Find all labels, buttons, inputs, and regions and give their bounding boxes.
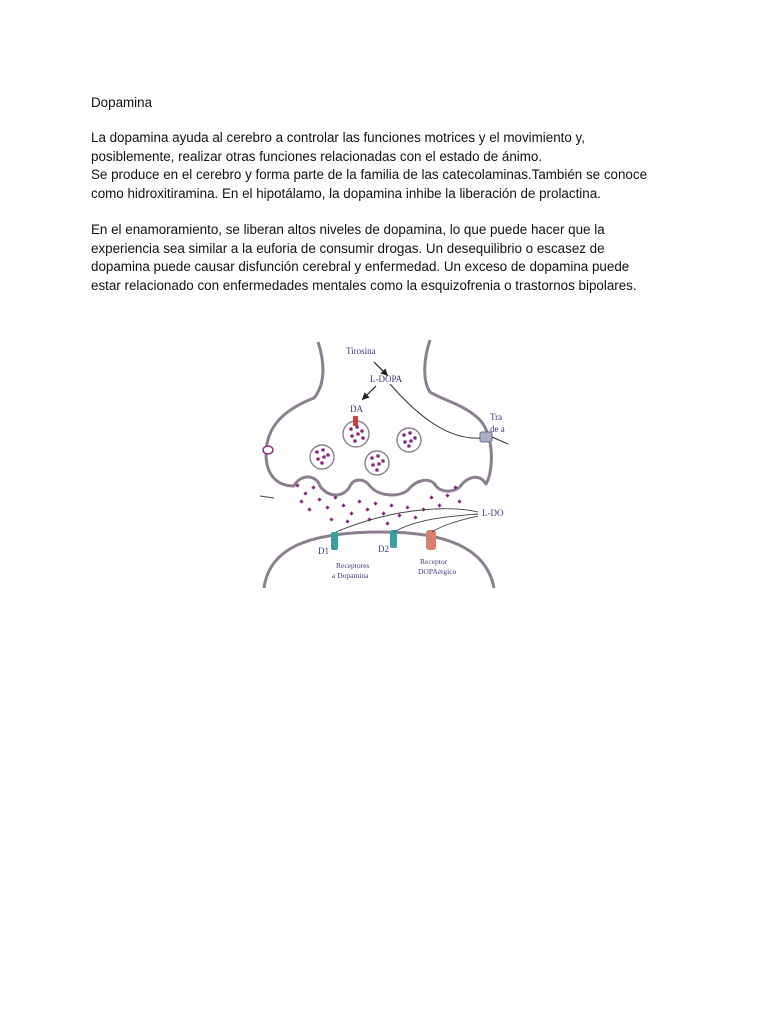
paragraph-1 — [91, 129, 647, 203]
released-dopamine — [295, 483, 461, 525]
paragraph-line: estar relacionado con enfermedades mentales como la esquizofrenia o trastornos bipolares. — [91, 277, 637, 293]
synapse-svg — [258, 336, 510, 590]
label-tirosina: Tirosina — [346, 346, 376, 356]
label-receptor-dopa-2: DOPAérgico — [418, 567, 457, 576]
dopa-receptor-icon — [426, 530, 436, 550]
synapse-diagram — [258, 336, 510, 590]
label-d1: D1 — [318, 546, 329, 556]
document-title: Dopamina — [91, 95, 153, 110]
left-pointer — [260, 496, 274, 498]
ldopa-line-1 — [336, 509, 478, 532]
vesicles — [310, 421, 421, 475]
label-receptor-dopa-1: Receptor — [420, 557, 448, 566]
postsynaptic-membrane — [264, 532, 494, 588]
d2-receptor-icon — [390, 530, 397, 548]
paragraph-line: En el enamoramiento, se liberan altos niveles de dopamina, lo que puede hacer que la — [91, 222, 605, 237]
label-da: DA — [350, 404, 363, 414]
label-receptores-1: Receptores — [336, 561, 370, 570]
paragraph-line: como hidroxitiramina. En el hipotálamo, la dopamina inhibe la liberación de prolactina. — [91, 185, 601, 201]
autoreceptor-icon — [263, 446, 273, 454]
da-marker — [353, 416, 358, 426]
label-transporter-1: Tra — [490, 412, 503, 422]
paragraph-line: posiblemente, realizar otras funciones relacionadas con el estado de ánimo. — [91, 148, 543, 164]
label-ldopa-top: L-DOPA — [370, 374, 403, 384]
paragraph-line: dopamina puede causar disfunción cerebral y enfermedad. Un exceso de dopamina puede — [91, 259, 630, 275]
arrow-ldopa-to-da — [362, 386, 376, 400]
label-d2: D2 — [378, 544, 389, 554]
label-ldopa-right: L-DO — [482, 508, 504, 518]
d1-receptor-icon — [331, 532, 338, 550]
paragraph-line: experiencia sea similar a la euforia de consumir drogas. Un desequilibrio o escasez de — [91, 240, 605, 256]
paragraph-line: Se produce en el cerebro y forma parte de la familia de las catecolaminas.También se conoce — [91, 167, 648, 183]
label-transporter-2: de a — [490, 424, 505, 434]
label-receptores-2: a Dopamina — [332, 571, 369, 580]
transporter-tail — [492, 437, 508, 444]
paragraph-line: La dopamina ayuda al cerebro a controlar las funciones motrices y el movimiento y, — [91, 130, 585, 145]
paragraph-2 — [91, 221, 637, 295]
